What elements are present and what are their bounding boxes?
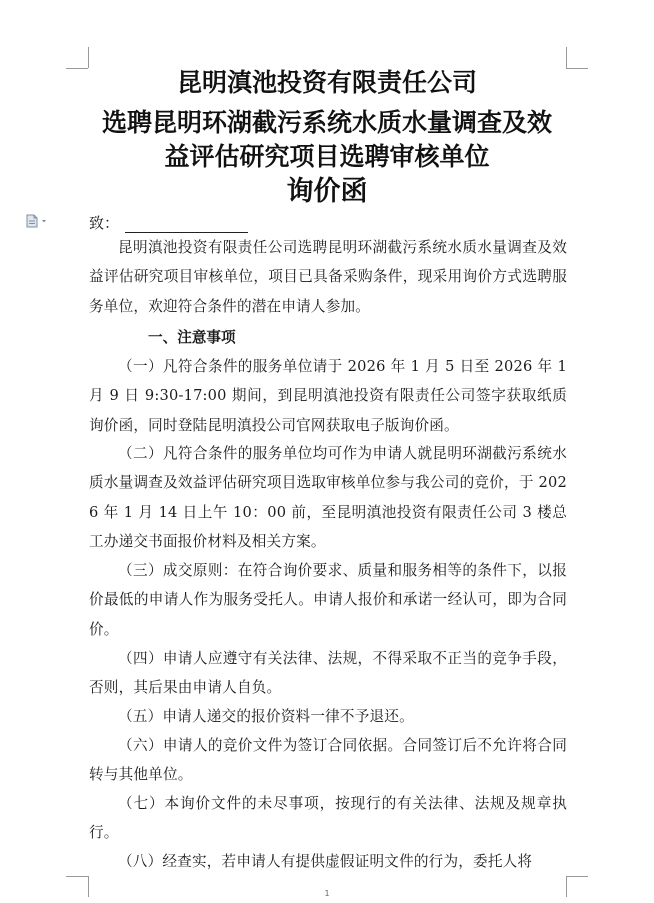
section-heading-notes: 一、注意事项 (148, 329, 236, 346)
page-number: 1 (324, 889, 330, 898)
title-line-3: 益评估研究项目选聘审核单位 (164, 142, 490, 171)
title-line-4: 询价函 (286, 176, 368, 207)
crop-mark-top-right-v (566, 47, 567, 68)
salutation-line (89, 213, 248, 233)
notice-item-1: （一）凡符合条件的服务单位请于 2026 年 1 月 5 日至 2026 年 1 月 9 日 9:30-17:00 期间，到昆明滇池投资有限责任公司签字获取纸质询价函，同时登陆昆明滇投公司官网获取电子版询价函。 (89, 358, 567, 434)
recipient-blank (125, 218, 248, 233)
notice-item-4: （四）申请人应遵守有关法律、法规，不得采取不正当的竞争手段，否则，其后果由申请人自负。 (89, 650, 567, 697)
salutation-label: 致： (89, 214, 120, 232)
document-icon[interactable] (25, 213, 55, 227)
intro-paragraph: 昆明滇池投资有限责任公司选聘昆明环湖截污系统水质水量调查及效益评估研究项目审核单位，项目已具备采购条件，现采用询价方式选聘服务单位，欢迎符合条件的潜在申请人参加。 (89, 239, 567, 315)
notice-item-5: （五）申请人递交的报价资料一律不予退还。 (118, 708, 414, 725)
title-line-2: 选聘昆明环湖截污系统水质水量调查及效 (101, 108, 552, 137)
crop-mark-bottom-right-h (566, 876, 588, 877)
notice-item-7: （七）本询价文件的未尽事项，按现行的有关法律、法规及规章执行。 (89, 795, 567, 842)
title-line-1: 昆明滇池投资有限责任公司 (176, 68, 477, 97)
notice-item-6: （六）申请人的竞价文件为签订合同依据。合同签订后不允许将合同转与其他单位。 (89, 737, 567, 784)
crop-mark-top-left-v (88, 47, 89, 68)
notice-item-3: （三）成交原则：在符合询价要求、质量和服务相等的条件下，以报价最低的申请人作为服务受托人。申请人报价和承诺一经认可，即为合同价。 (89, 562, 567, 638)
crop-mark-bottom-left-h (66, 876, 88, 877)
notice-item-8: （八）经查实，若申请人有提供虚假证明文件的行为，委托人将 (118, 853, 533, 870)
notice-item-2: （二）凡符合条件的服务单位均可作为申请人就昆明环湖截污系统水质水量调查及效益评估研究项目选取审核单位参与我公司的竞价，于 2026 年 1 月 14 日上午 10：00 前，至昆明滇池投资有限责任公司 3 楼总工办递交书面报价材料及相关方案。 (89, 445, 567, 551)
